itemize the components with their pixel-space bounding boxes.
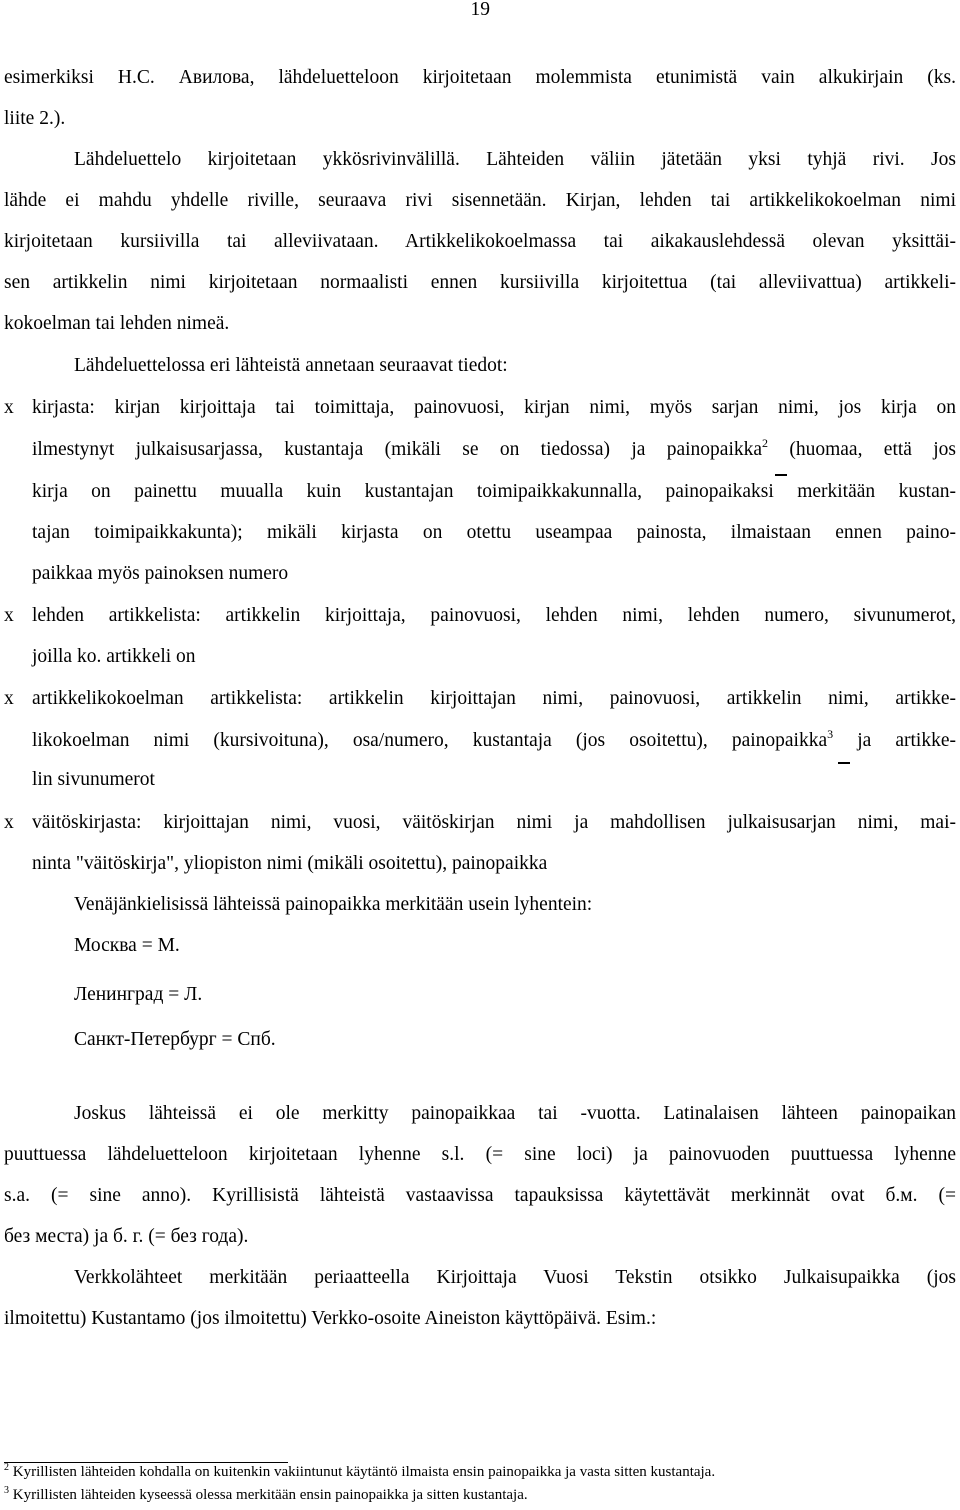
list-item-line: ninta "väitöskirja", yliopiston nimi (mikäli osoitettu), painopaikka	[32, 853, 548, 874]
footnote-underline	[838, 762, 850, 764]
bullet-marker: x	[4, 812, 14, 833]
text-line: sen artikkelin nimi kirjoitetaan normaalisti ennen kursiivilla kirjoitettua (tai alleviivattua) artikkeli-	[4, 272, 956, 293]
footnote	[4, 1463, 715, 1481]
list-item-line: väitöskirjasta: kirjoittajan nimi, vuosi, väitöskirjan nimi ja mahdollisen julkaisusarjan nimi, mai-	[32, 812, 956, 833]
bullet-marker: x	[4, 688, 14, 709]
text-line: без места) ja б. г. (= без года).	[4, 1226, 249, 1247]
footnote-text: Kyrillisten lähteiden kyseessä olessa merkitään ensin painopaikka ja sitten kustantaja.	[12, 1487, 528, 1503]
text-line: s.a. (= sine anno). Kyrillisistä lähteistä vastaavissa tapauksissa käytettävät merkinnät ovat б.м. (=	[4, 1185, 956, 1206]
abbrev-item: Москва = М.	[74, 935, 180, 956]
text-line: Joskus lähteissä ei ole merkitty painopaikkaa tai -vuotta. Latinalaisen lähteen painopaikan	[74, 1103, 956, 1124]
list-item-line: lin sivunumerot	[32, 769, 155, 790]
abbrev-intro: Venäjänkielisissä lähteissä painopaikka merkitään usein lyhentein:	[74, 894, 593, 915]
list-item-line: artikkelikokoelman artikkelista: artikkelin kirjoittajan nimi, painovuosi, artikkelin nimi, artikke-	[32, 688, 956, 709]
list-item-line: paikkaa myös painoksen numero	[32, 563, 289, 584]
footnote-number: 2	[4, 1462, 9, 1473]
list-item-line: tajan toimipaikkakunta); mikäli kirjasta on otettu useampaa painosta, ilmaistaan ennen paino-	[32, 522, 956, 543]
footnote-text: Kyrillisten lähteiden kohdalla on kuitenkin vakiintunut käytäntö ilmaista ensin painopaikka ja vasta sitten kustantaja.	[12, 1464, 716, 1480]
text-line: Lähdeluettelo kirjoitetaan ykkösrivinvälillä. Lähteiden väliin jätetään yksi tyhjä rivi. Jos	[74, 149, 956, 170]
list-item-text: ilmestynyt julkaisusarjassa, kustantaja (mikäli se on tiedossa) ja painopaikka	[32, 439, 763, 460]
text-line: Verkkolähteet merkitään periaatteella Kirjoittaja Vuosi Tekstin otsikko Julkaisupaikka (jos	[74, 1267, 956, 1288]
list-item-line	[32, 438, 956, 462]
text-line: esimerkiksi H.C. Авилова, lähdeluetteloon kirjoitetaan molemmista etunimistä vain alkukirjain (ks.	[4, 67, 956, 88]
text-line: kirjoitetaan kursiivilla tai alleviivataan. Artikkelikokoelmassa tai aikakauslehdessä olevan yksittäi-	[4, 231, 956, 252]
footnote-number: 3	[4, 1485, 9, 1496]
list-item-text: ja artikke-	[857, 730, 956, 751]
abbrev-item: Ленинград = Л.	[74, 984, 203, 1005]
text-line: puuttuessa lähdeluetteloon kirjoitetaan lyhenne s.l. (= sine loci) ja painovuoden puuttuessa lyhenne	[4, 1144, 956, 1165]
text-line: kokoelman tai lehden nimeä.	[4, 313, 230, 334]
text-line: lähde ei mahdu yhdelle riville, seuraava rivi sisennetään. Kirjan, lehden tai artikkelikokoelman nimi	[4, 190, 956, 211]
bullet-marker: x	[4, 605, 14, 626]
list-item-line: joilla ko. artikkeli on	[32, 646, 196, 667]
list-item-line: kirjasta: kirjan kirjoittaja tai toimittaja, painovuosi, kirjan nimi, myös sarjan nimi, jos kirja on	[32, 397, 956, 418]
list-item-line: kirja on painettu muualla kuin kustantajan toimipaikkakunnalla, painopaikaksi merkitään kustan-	[32, 481, 956, 502]
footnote-ref: 2	[762, 436, 769, 450]
text-line: ilmoitettu) Kustantamo (jos ilmoitettu) Verkko-osoite Aineiston käyttöpäivä. Esim.:	[4, 1308, 657, 1329]
list-item-text: likokoelman nimi (kursivoituna), osa/numero, kustantaja (jos osoitettu), painopaikka	[32, 730, 828, 751]
page-number: 19	[470, 0, 490, 20]
footnote	[4, 1486, 528, 1504]
text-line: liite 2.).	[4, 108, 66, 129]
list-item-line	[32, 729, 956, 753]
list-item-line: lehden artikkelista: artikkelin kirjoittaja, painovuosi, lehden nimi, lehden numero, sivunumerot,	[32, 605, 956, 626]
footnote-underline	[775, 474, 787, 476]
text-line: Lähdeluettelossa eri lähteistä annetaan seuraavat tiedot:	[74, 355, 508, 376]
footnote-ref: 3	[827, 727, 834, 741]
list-item-text: (huomaa, että jos	[789, 439, 957, 460]
bullet-marker: x	[4, 397, 14, 418]
abbrev-item: Санкт-Петербург = Спб.	[74, 1029, 276, 1050]
